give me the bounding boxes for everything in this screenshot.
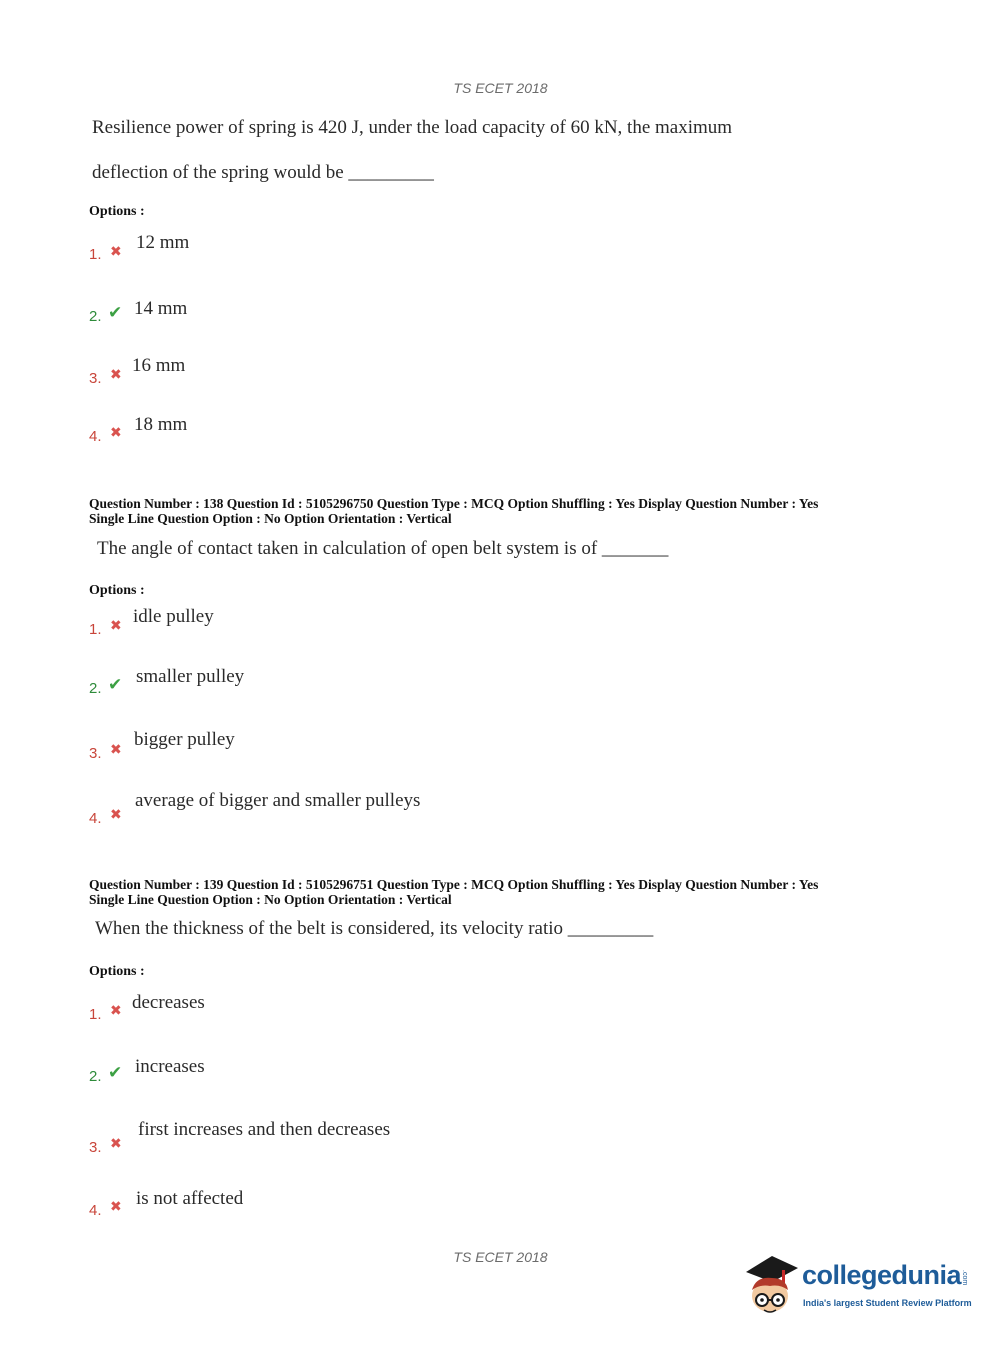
cross-icon: ✖ [110,367,122,383]
page-footer: TS ECET 2018 [453,1249,548,1265]
cross-icon: ✖ [110,742,122,758]
options-label: Options : [89,583,145,598]
option-text: 14 mm [134,298,188,319]
option-number: 4. [89,428,102,445]
cross-icon: ✖ [110,1136,122,1152]
cross-icon: ✖ [110,244,122,260]
question-meta: Question Number : 138 Question Id : 5105296750 Question Type : MCQ Option Shuffling : Yes Display Question Number : Yes [89,496,819,511]
option-number: 4. [89,810,102,827]
option-text: 16 mm [132,355,186,376]
cross-icon: ✖ [110,807,122,823]
option-number: 2. [89,308,102,325]
option-text: smaller pulley [136,666,245,687]
option-text: increases [135,1056,205,1077]
option-text: bigger pulley [134,729,235,750]
question-text-line: deflection of the spring would be _________ [92,162,434,183]
option-number: 1. [89,246,102,263]
option-number: 3. [89,745,102,762]
cross-icon: ✖ [110,425,122,441]
check-icon: ✔ [108,1063,123,1083]
logo-suffix: .com [961,1270,968,1286]
option-number: 3. [89,1139,102,1156]
option-number: 1. [89,621,102,638]
option-text: decreases [132,992,205,1013]
option-text: average of bigger and smaller pulleys [135,790,421,811]
question-meta: Single Line Question Option : No Option Orientation : Vertical [89,511,452,526]
mascot-icon [742,1250,802,1320]
question-text-line: Resilience power of spring is 420 J, under the load capacity of 60 kN, the maximum [92,117,733,138]
question-meta: Single Line Question Option : No Option Orientation : Vertical [89,892,452,907]
question-meta: Question Number : 139 Question Id : 5105296751 Question Type : MCQ Option Shuffling : Yes Display Question Number : Yes [89,877,819,892]
option-text: idle pulley [133,606,214,627]
check-icon: ✔ [108,303,123,323]
logo-wordmark: collegedunia [802,1260,962,1290]
option-number: 2. [89,680,102,697]
option-number: 3. [89,370,102,387]
options-label: Options : [89,964,145,979]
cross-icon: ✖ [110,1003,122,1019]
option-number: 1. [89,1006,102,1023]
logo-tagline: India's largest Student Review Platform [803,1298,972,1308]
option-number: 2. [89,1068,102,1085]
option-text: 12 mm [136,232,190,253]
cross-icon: ✖ [110,618,122,634]
question-text-line: When the thickness of the belt is considered, its velocity ratio _________ [95,918,654,939]
option-text: first increases and then decreases [138,1119,391,1140]
option-number: 4. [89,1202,102,1219]
options-label: Options : [89,204,145,219]
page-header: TS ECET 2018 [453,80,548,96]
cross-icon: ✖ [110,1199,122,1215]
question-text-line: The angle of contact taken in calculation of open belt system is of _______ [97,538,669,559]
option-text: 18 mm [134,414,188,435]
collegedunia-logo[interactable] [742,1250,972,1320]
check-icon: ✔ [108,675,123,695]
option-text: is not affected [136,1188,244,1209]
